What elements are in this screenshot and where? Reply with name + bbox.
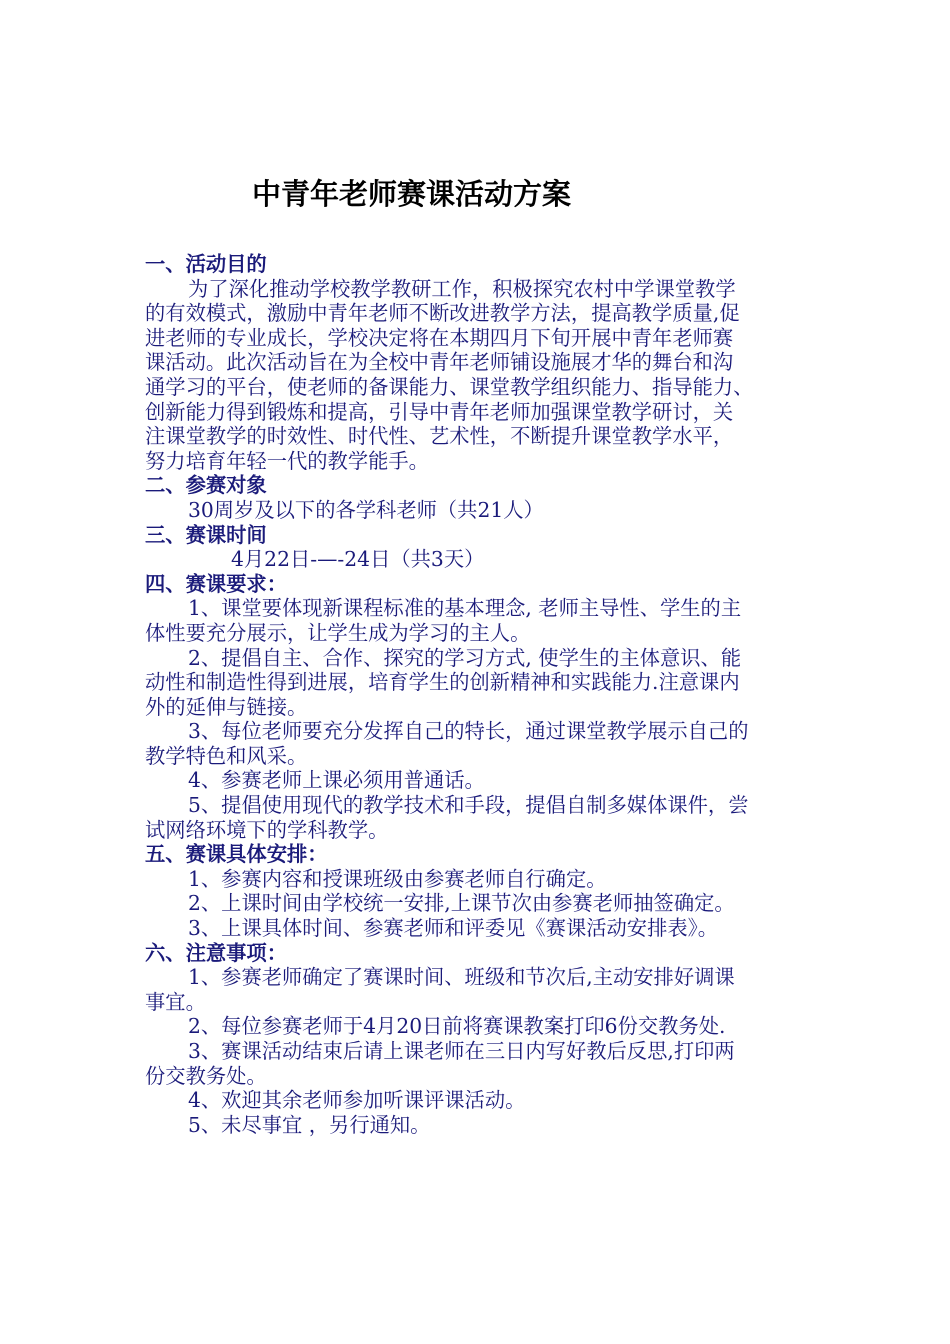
list-item-line: 动性和制造性得到进展，培育学生的创新精神和实践能力.注意课内: [145, 670, 740, 695]
paragraph-line: 通学习的平台，使老师的备课能力、课堂教学组织能力、指导能力、: [145, 374, 754, 399]
section-heading-requirements: 四、赛课要求：: [145, 571, 287, 596]
paragraph-line: 努力培育年轻一代的教学能手。: [145, 448, 429, 473]
list-item-line: 5、提倡使用现代的教学技术和手段，提倡自制多媒体课件，尝: [188, 793, 749, 818]
document-title: 中青年老师赛课活动方案: [252, 177, 572, 211]
list-item-line: 1、参赛内容和授课班级由参赛老师自行确定。: [188, 866, 607, 891]
list-item-line: 3、上课具体时间、参赛老师和评委见《赛课活动安排表》。: [188, 916, 719, 941]
list-item-line: 体性要充分展示，让学生成为学习的主人。: [145, 620, 531, 645]
list-item-line: 份交教务处。: [145, 1063, 267, 1088]
paragraph-line: 的有效模式，激励中青年老师不断改进教学方法，提高教学质量,促: [145, 301, 740, 326]
section-heading-participants: 二、参赛对象: [145, 473, 267, 498]
section-heading-arrangements: 五、赛课具体安排：: [145, 842, 328, 867]
list-item-line: 事宜。: [145, 989, 206, 1014]
list-item-line: 3、赛课活动结束后请上课老师在三日内写好教后反思,打印两: [188, 1039, 735, 1063]
paragraph-line: 课活动。此次活动旨在为全校中青年老师铺设施展才华的舞台和沟: [145, 350, 734, 375]
section-heading-purpose: 一、活动目的: [145, 252, 267, 276]
paragraph-line: 4月22日-—-24日（共3天）: [231, 547, 485, 572]
list-item-line: 1、参赛老师确定了赛课时间、班级和节次后,主动安排好调课: [188, 965, 735, 990]
list-item-line: 教学特色和风采。: [145, 743, 308, 768]
list-item-line: 2、提倡自主、合作、探究的学习方式, 使学生的主体意识、能: [188, 645, 742, 670]
list-item-line: 3、每位老师要充分发挥自己的特长，通过课堂教学展示自己的: [188, 719, 749, 744]
list-item-line: 2、上课时间由学校统一安排,上课节次由参赛老师抽签确定。: [188, 891, 735, 916]
paragraph-line: 创新能力得到锻炼和提高，引导中青年老师加强课堂教学研讨，关: [145, 399, 734, 424]
list-item-line: 4、参赛老师上课必须用普通话。: [188, 768, 485, 793]
list-item-line: 外的延伸与链接。: [145, 694, 308, 719]
list-item-line: 4、欢迎其余老师参加听课评课活动。: [188, 1088, 526, 1113]
paragraph-line: 为了深化推动学校教学教研工作，积极探究农村中学课堂教学: [188, 276, 736, 301]
list-item-line: 试网络环境下的学科教学。: [145, 817, 389, 842]
section-heading-notes: 六、注意事项：: [145, 940, 287, 965]
section-heading-schedule: 三、赛课时间: [145, 522, 267, 547]
paragraph-line: 进老师的专业成长，学校决定将在本期四月下旬开展中青年老师赛: [145, 325, 734, 350]
list-item-line: 5、未尽事宜 ，另行通知。: [188, 1112, 431, 1137]
list-item-line: 2、每位参赛老师于4月20日前将赛课教案打印6份交教务处.: [188, 1014, 726, 1039]
list-item-line: 1、课堂要体现新课程标准的基本理念, 老师主导性、学生的主: [188, 596, 742, 621]
document-body: [145, 252, 810, 1137]
paragraph-line: 注课堂教学的时效性、时代性、艺术性，不断提升课堂教学水平，: [145, 424, 734, 449]
paragraph-line: 30周岁及以下的各学科老师（共21人）: [188, 497, 544, 522]
